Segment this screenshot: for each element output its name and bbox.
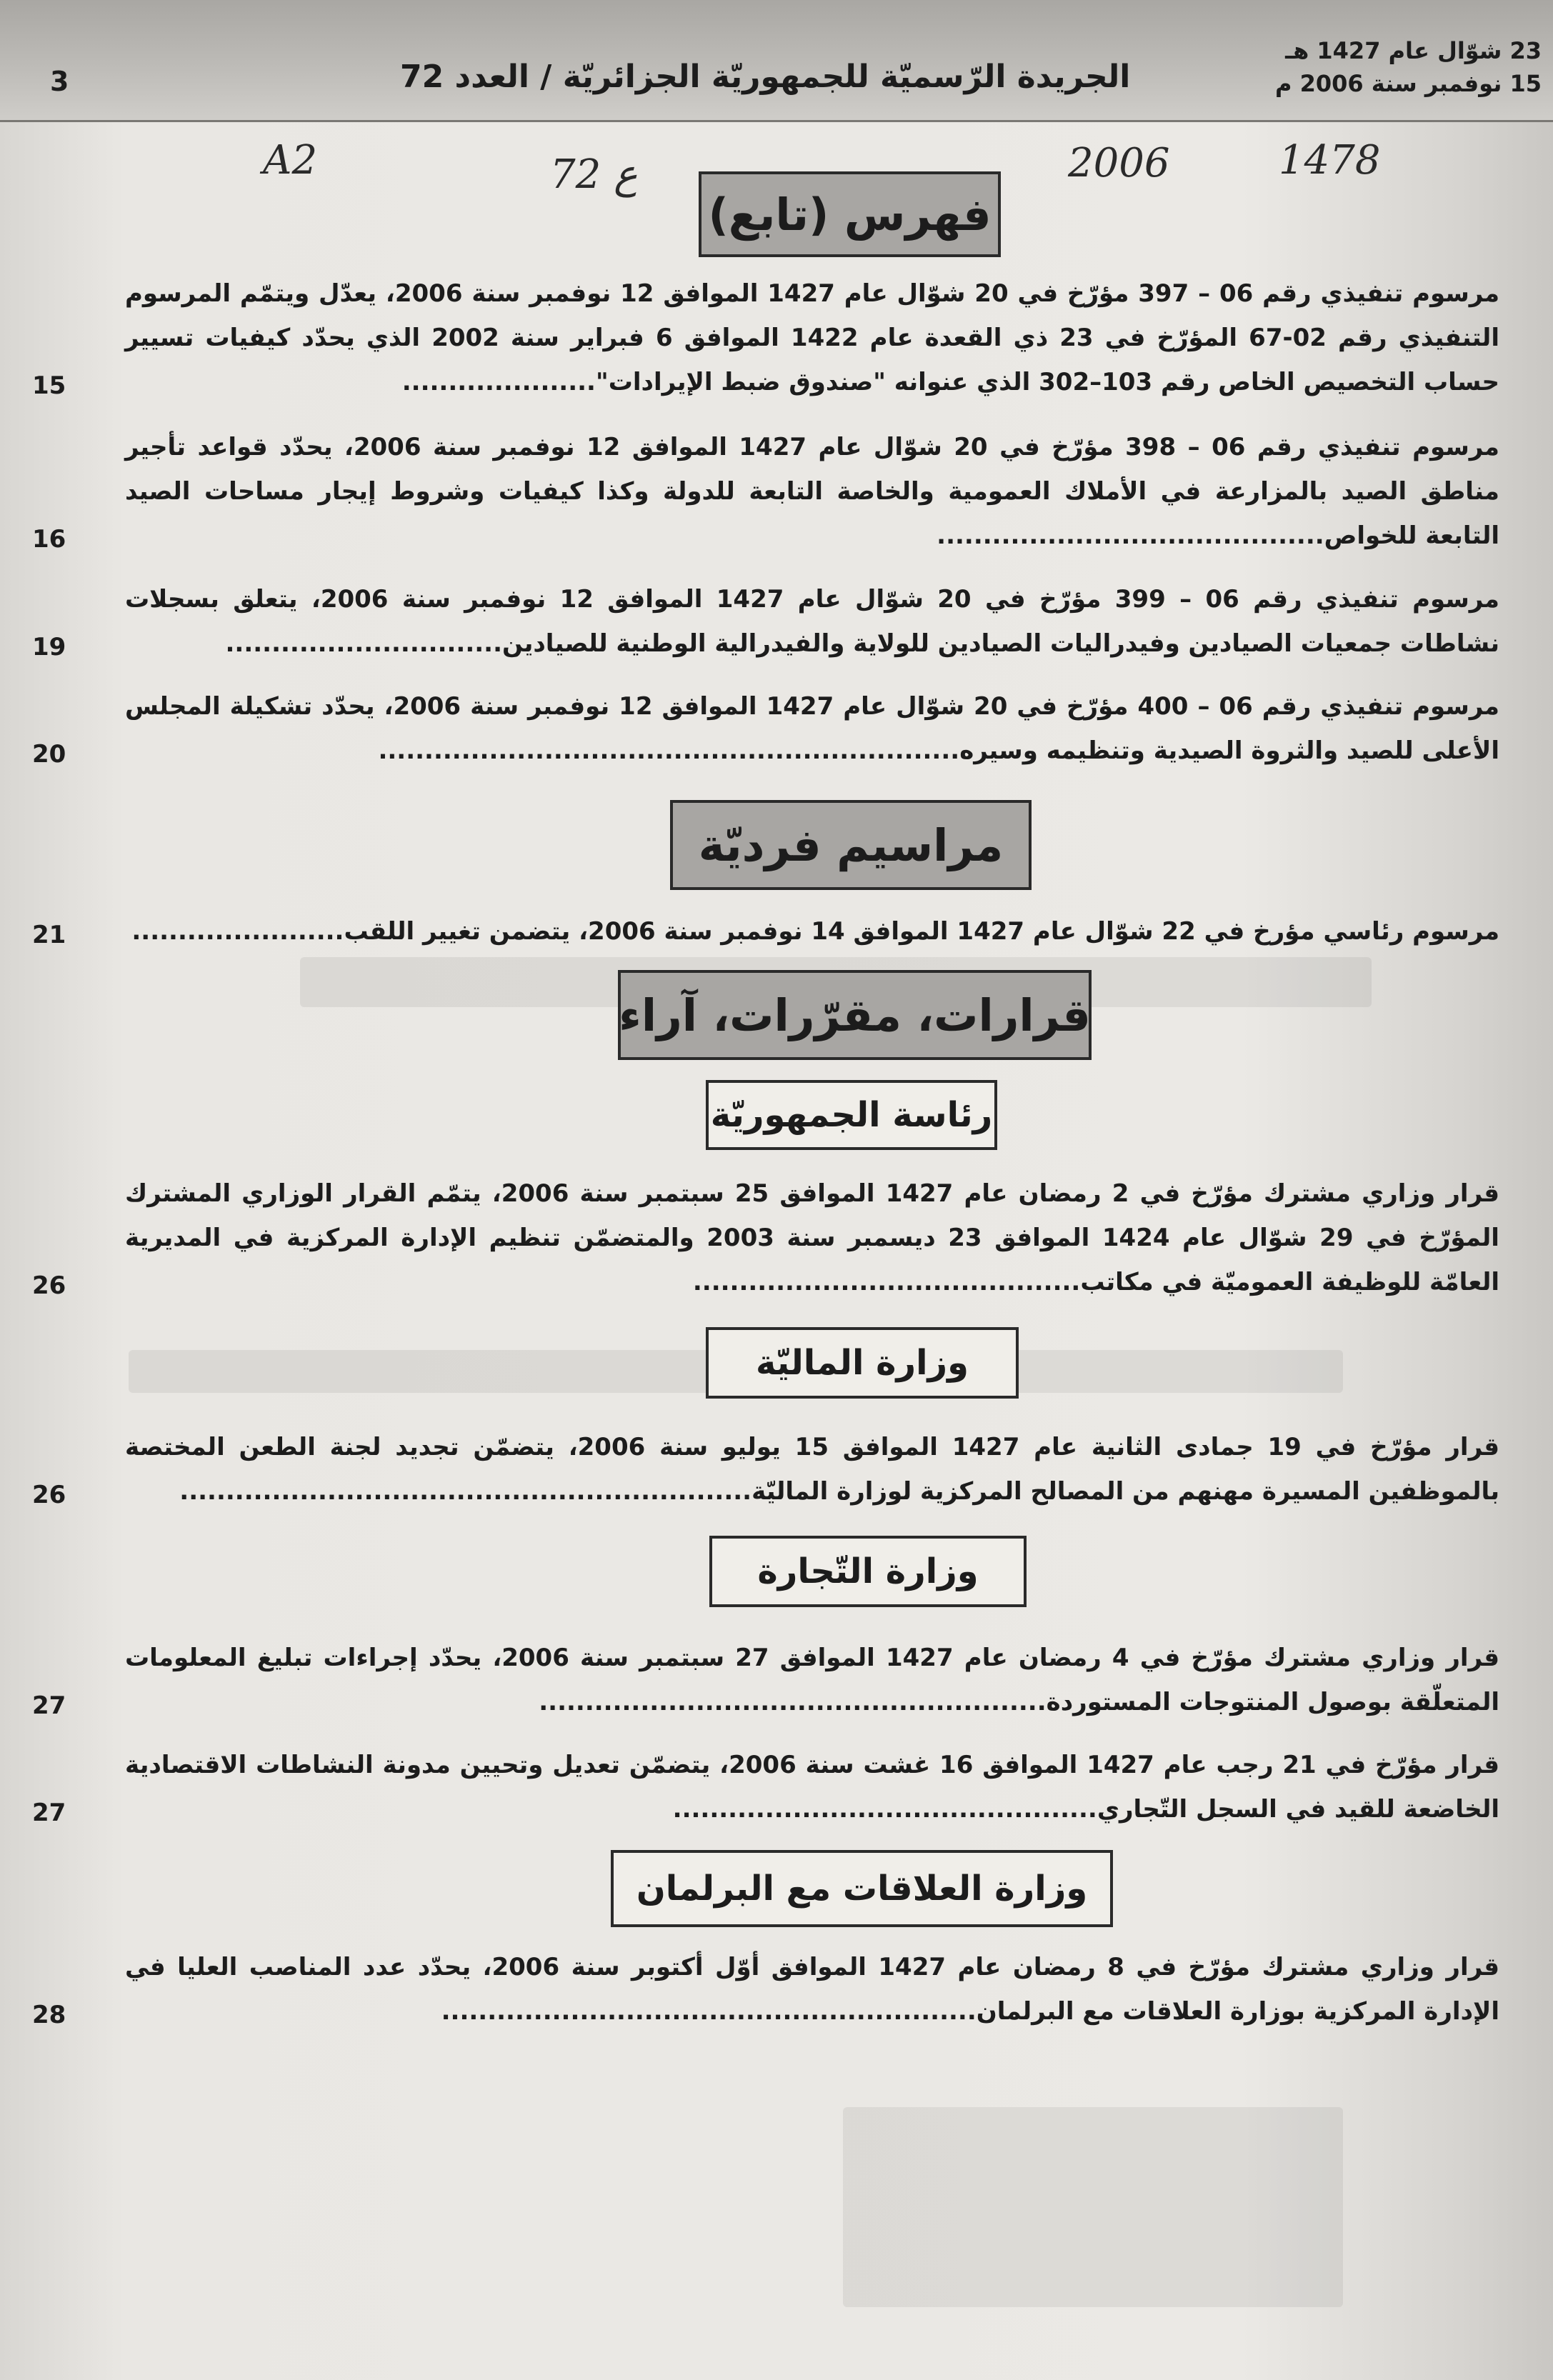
leader-dots: .......................................... [692, 1268, 1081, 1296]
entry-page-number: 15 [32, 371, 66, 400]
index-entry [32, 1171, 1499, 1304]
index-entry [32, 684, 1499, 773]
entry-page-number: 26 [32, 1481, 66, 1509]
page-header [0, 0, 1553, 122]
entry-text: قرار وزاري مشترك مؤرّخ في 8 رمضان عام 1427 الموافق أوّل أكتوبر سنة 2006، يحدّد عدد المناصب العليا في الإدارة المركزية بوزارة العلاقات مع البرلمان [125, 1953, 1500, 2026]
entry-page-number: 28 [32, 2001, 66, 2029]
section-heading-decisions: قرارات، مقرّرات، آراء [618, 970, 1092, 1060]
entry-page-number: 27 [32, 1799, 66, 1827]
section-heading-parliament: وزارة العلاقات مع البرلمان [611, 1850, 1113, 1927]
leader-dots: ....................... [131, 917, 344, 946]
entry-text: قرار وزاري مشترك مؤرّخ في 2 رمضان عام 1427 الموافق 25 سبتمبر سنة 2006، يتمّم القرار الوزاري المشترك المؤرّخ في 29 شوّال عام 1424 الموافق 23 ديسمبر سنة 2003 والمتضمّن تنظيم الإدارة المركزية في المديرية العامّة للوظيفة العموميّة في مكاتب [125, 1179, 1499, 1296]
index-entry [32, 1945, 1500, 2034]
issue-dates [1275, 34, 1542, 100]
leader-dots: .............................................. [672, 1795, 1097, 1824]
entry-text: مرسوم تنفيذي رقم 06 – 399 مؤرّخ في 20 شوّال عام 1427 الموافق 12 نوفمبر سنة 2006، يتعلق بسجلات نشاطات جمعيات الصيادين وفيدراليات الصيادين للولاية والفيدرالية الوطنية للصيادين [125, 585, 1499, 658]
index-entry [32, 425, 1499, 558]
entry-page-number: 27 [32, 1691, 66, 1720]
index-entry [32, 1743, 1500, 1831]
entry-page-number: 19 [32, 633, 66, 661]
date-hijri: 23 شوّال عام 1427 هـ [1285, 37, 1542, 64]
entry-page-number: 21 [32, 921, 66, 949]
index-entry [32, 1425, 1499, 1514]
gazette-title: الجريدة الرّسميّة للجمهوريّة الجزائريّة / العدد 72 [400, 59, 1131, 95]
date-gregorian: 15 نوفمبر سنة 2006 م [1275, 70, 1542, 97]
entry-text: مرسوم تنفيذي رقم 06 – 397 مؤرّخ في 20 شوّال عام 1427 الموافق 12 نوفمبر سنة 2006، يعدّل ويتمّم المرسوم التنفيذي رقم 02-67 المؤرّخ في 23 ذي القعدة عام 1422 الموافق 6 فبراير سنة 2002 الذي يحدّد كيفيات تسيير حساب التخصيص الخاص رقم 103–302 الذي عنوانه "صندوق ضبط الإيرادات" [125, 279, 1499, 396]
section-heading-index-continued: فهرس (تابع) [699, 171, 1001, 257]
handwritten-note: A2 [263, 137, 318, 184]
section-heading-individual-decrees: مراسيم فرديّة [670, 800, 1032, 890]
entry-text: قرار مؤرّخ في 21 رجب عام 1427 الموافق 16 غشت سنة 2006، يتضمّن تعديل وتحيين مدونة النشاطات الاقتصادية الخاضعة للقيد في السجل التّجاري [125, 1751, 1500, 1824]
bleed-through-mark [843, 2107, 1343, 2307]
entry-text: مرسوم رئاسي مؤرخ في 22 شوّال عام 1427 الموافق 14 نوفمبر سنة 2006، يتضمن تغيير اللقب [344, 917, 1499, 946]
entry-text: قرار مؤرّخ في 19 جمادى الثانية عام 1427 الموافق 15 يوليو سنة 2006، يتضمّن تجديد لجنة الطعن المختصة بالموظفين المسيرة مهنهم من المصالح المركزية لوزارة الماليّة [125, 1433, 1499, 1506]
page-number: 3 [50, 66, 69, 97]
index-entry [32, 909, 1499, 954]
section-heading-presidency: رئاسة الجمهوريّة [706, 1080, 997, 1150]
index-entry [32, 271, 1499, 404]
entry-page-number: 26 [32, 1271, 66, 1300]
leader-dots: ..................... [401, 368, 596, 396]
entry-text: مرسوم تنفيذي رقم 06 – 398 مؤرّخ في 20 شوّال عام 1427 الموافق 12 نوفمبر سنة 2006، يحدّد قواعد تأجير مناطق الصيد بالمزارعة في الأملاك العمومية والخاصة التابعة للدولة وكذا كيفيات وشروط إيجار مساحات الصيد التابعة للخواص [125, 433, 1499, 550]
index-entry [32, 577, 1499, 666]
leader-dots: .............................. [225, 629, 502, 658]
section-heading-finance: وزارة الماليّة [706, 1327, 1019, 1399]
leader-dots: .......................................................... [441, 1997, 977, 2026]
handwritten-note: 72 ع [550, 151, 638, 198]
leader-dots: ....................................................... [539, 1688, 1047, 1716]
handwritten-note: 1478 [1279, 137, 1381, 184]
leader-dots: .......................................... [937, 521, 1324, 550]
entry-page-number: 16 [32, 525, 66, 554]
entry-text: قرار وزاري مشترك مؤرّخ في 4 رمضان عام 1427 الموافق 27 سبتمبر سنة 2006، يحدّد إجراءات تبليغ المعلومات المتعلّقة بوصول المنتوجات المستوردة [125, 1644, 1499, 1716]
leader-dots: .............................................................. [179, 1477, 752, 1506]
section-heading-commerce: وزارة التّجارة [709, 1536, 1027, 1607]
leader-dots: ............................................................... [378, 736, 960, 765]
entry-text: مرسوم تنفيذي رقم 06 – 400 مؤرّخ في 20 شوّال عام 1427 الموافق 12 نوفمبر سنة 2006، يحدّد تشكيلة المجلس الأعلى للصيد والثروة الصيدية وتنظيمه وسيره [125, 692, 1499, 765]
index-entry [32, 1636, 1499, 1724]
handwritten-note: 2006 [1068, 140, 1170, 186]
entry-page-number: 20 [32, 740, 66, 769]
